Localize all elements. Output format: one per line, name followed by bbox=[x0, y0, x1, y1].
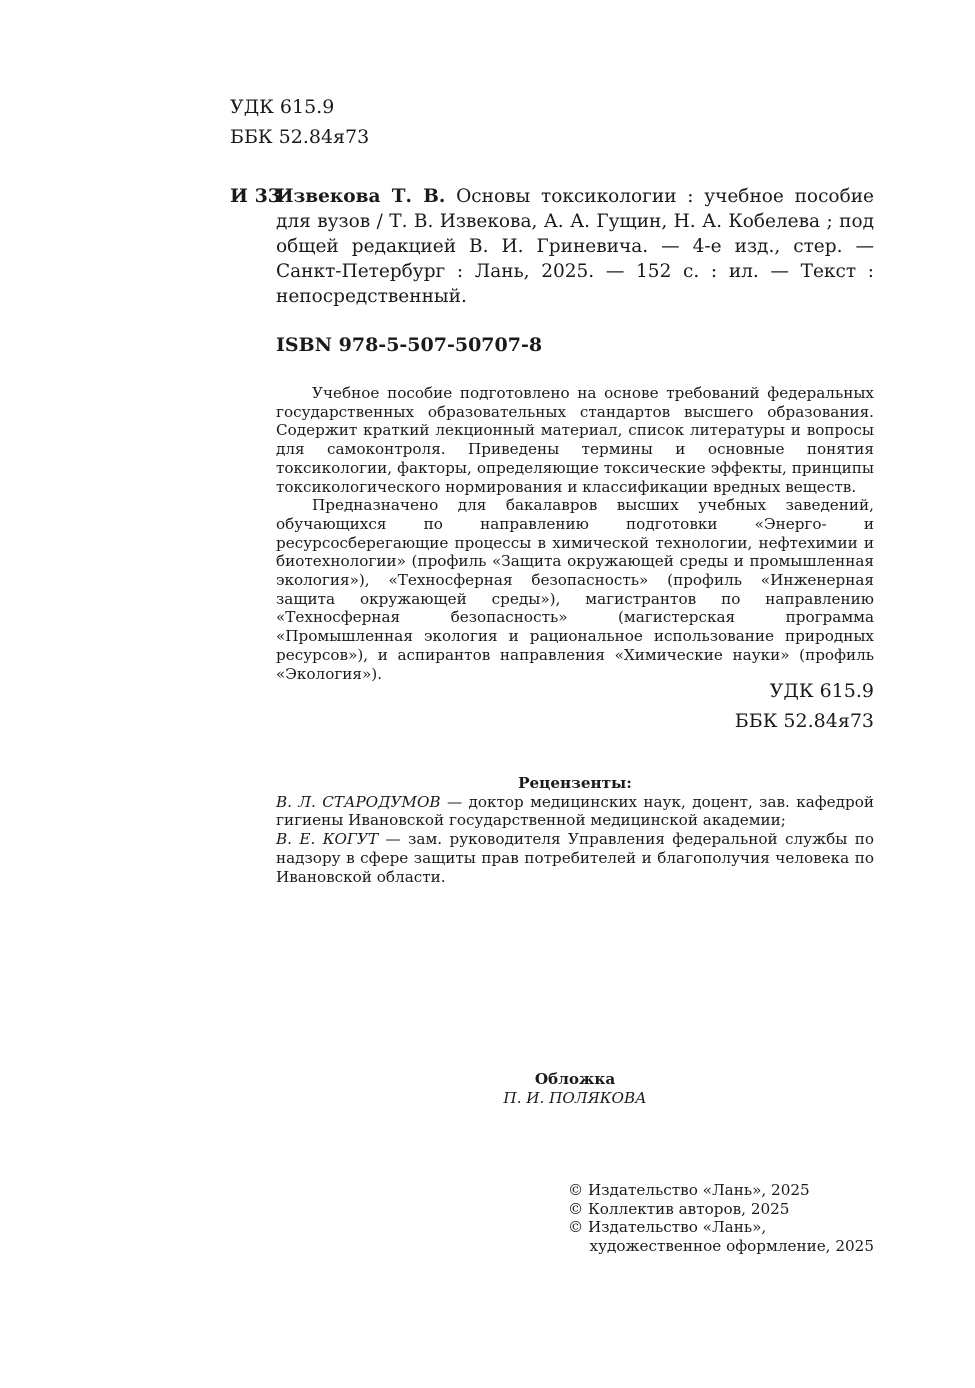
bibliographic-description bbox=[276, 184, 874, 309]
reviewer-entry bbox=[276, 793, 874, 830]
reviewer-name: В. Е. КОГУТ bbox=[276, 830, 379, 849]
udk-code: УДК 615.9 bbox=[769, 680, 874, 702]
cover-artist: П. И. ПОЛЯКОВА bbox=[503, 1088, 647, 1107]
reviewer-details: — зам. руководителя Управления федеральной службы по надзору в сфере защиты прав потребителей и благополучия человека по Ивановской области. bbox=[276, 830, 874, 886]
copyright-block bbox=[568, 1181, 874, 1256]
copyright-line: © Коллектив авторов, 2025 bbox=[568, 1199, 790, 1218]
reviewer-details: — доктор медицинских наук, доцент, зав. кафедрой гигиены Ивановской государственной медицинской академии; bbox=[276, 792, 874, 830]
bbk-code: ББК 52.84я73 bbox=[230, 126, 370, 148]
reviewer-name: В. Л. СТАРОДУМОВ bbox=[276, 792, 441, 811]
classification-codes-top bbox=[230, 92, 369, 152]
annotation-paragraph: Учебное пособие подготовлено на основе требований федеральных государственных образовательных стандартов высшего образования. Содержит краткий лекционный материал, список литературы и вопросы для самоконтроля. Приведены термины и основные понятия токсикологии, факторы, определяющие токсические эффекты, принципы токсикологического нормирования и классификации вредных веществ. bbox=[276, 384, 874, 496]
bibliographic-text: Основы токсикологии : учебное пособие для вузов / Т. В. Извекова, А. А. Гущин, Н. А. Кобелева ; под общей редакцией В. И. Гриневича. — 4-е изд., стер. — Санкт-Петербург : Лань, 2025. — 152 с. : ил. — Текст : непосредственный. bbox=[276, 186, 874, 307]
reviewers-heading: Рецензенты: bbox=[518, 774, 632, 792]
udk-code: УДК 615.9 bbox=[230, 96, 335, 118]
annotation-paragraph: Предназначено для бакалавров высших учебных заведений, обучающихся по направлению подготовки «Энерго- и ресурсосберегающие процессы в химической технологии, нефтехимии и биотехнологии» (профиль «Защита окружающей среды и промышленная экология»), «Техносферная безопасность» (профиль «Инженерная защита окружающей среды»), магистрантов по направлению «Техносферная безопасность» (магистерская программа «Промышленная экология и рациональное использование природных ресурсов»), и аспирантов направления «Химические науки» (профиль «Экология»). bbox=[276, 496, 874, 683]
isbn: ISBN 978-5-507-50707-8 bbox=[276, 334, 543, 356]
annotation bbox=[276, 384, 874, 683]
cover-heading: Обложка bbox=[534, 1070, 616, 1088]
classification-codes-bottom bbox=[735, 676, 874, 736]
bibliographic-author: Извекова Т. В. bbox=[276, 186, 446, 207]
copyright-line: © Издательство «Лань», 2025 bbox=[568, 1181, 810, 1199]
copyright-line: художественное оформление, 2025 bbox=[589, 1237, 874, 1256]
copyright-line: © Издательство «Лань», bbox=[568, 1218, 767, 1237]
reviewer-entry bbox=[276, 830, 874, 886]
reviewers-section bbox=[276, 774, 874, 886]
cover-credit bbox=[276, 1070, 874, 1107]
author-index-code: И 33 bbox=[230, 185, 282, 207]
bbk-code: ББК 52.84я73 bbox=[734, 710, 874, 732]
